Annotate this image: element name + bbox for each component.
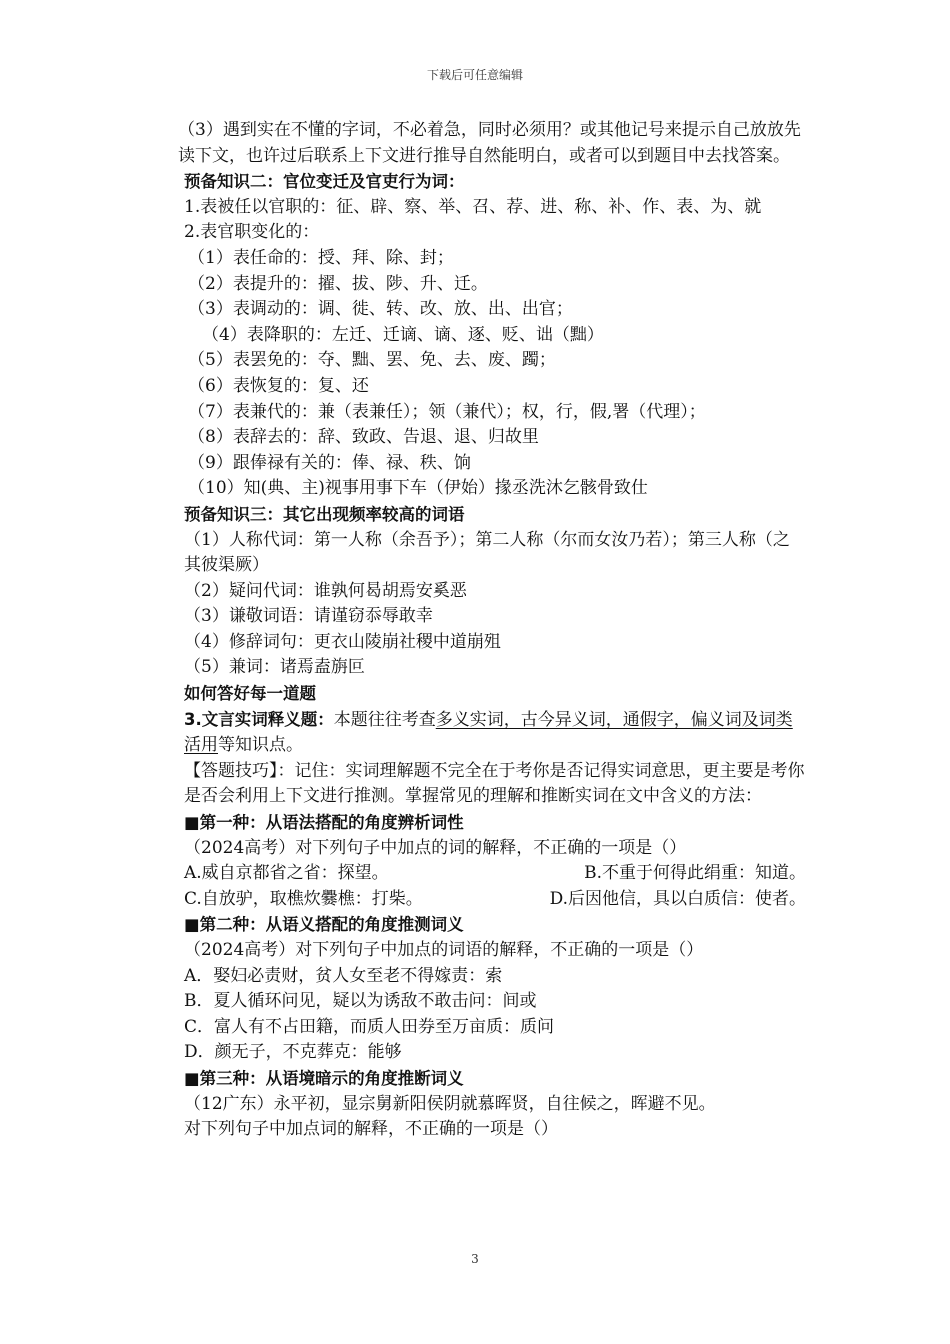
document-body <box>144 118 806 1143</box>
option-a: A．娶妇必责财，贫人女至老不得嫁责：索 <box>184 965 503 986</box>
list-item: （2）表提升的：擢、拔、陟、升、迁。 <box>188 273 488 294</box>
option-d: D.后因他信，具以白质信：使者。 <box>549 888 806 909</box>
method-2-question: （2024高考）对下列句子中加点的词语的解释，不正确的一项是（） <box>184 940 704 960</box>
option-row <box>144 861 806 887</box>
method-3-passage: （12广东）永平初，显宗舅新阳侯阴就慕晖贤，自往候之，晖避不见。 <box>184 1093 716 1114</box>
list-item: （10）知(典、主)视事用事下车（伊始）掾丞洗沐乞骸骨致仕 <box>188 478 648 499</box>
page-number: 3 <box>471 1252 479 1266</box>
list-item: （1）表任命的：授、拜、除、封； <box>188 247 454 268</box>
method-heading-3: ■第三种：从语境暗示的角度推断词义 <box>184 1068 464 1088</box>
list-item: （8）表辞去的：辞、致政、告退、退、归故里 <box>188 427 539 448</box>
list-item: （2）疑问代词：谁孰何曷胡焉安奚恶 <box>184 580 467 601</box>
question-3-underlined: 多义实词，古今异义词，通假字，偏义词及词类活用 <box>184 709 793 756</box>
question-3-title: 3.文言实词释义题： <box>184 709 334 729</box>
section-heading: 如何答好每一道题 <box>184 684 316 704</box>
method-1-question: （2024高考）对下列句子中加点的词的解释，不正确的一项是（） <box>184 837 687 858</box>
section-heading: 预备知识二：官位变迁及官吏行为词： <box>184 172 465 192</box>
page-header: 下载后可任意编辑 <box>426 68 523 82</box>
paragraph: （3）遇到实在不懂的字词，不必着急，同时必须用？或其他记号来提示自己放放先读下文，也许过后联系上下文进行推导自然能明白，或者可以到题目中去找答案。 <box>178 120 801 166</box>
option-row <box>144 887 806 913</box>
list-item: （5）兼词：诸焉盍旃叵 <box>184 657 365 678</box>
question-3 <box>144 707 806 759</box>
list-item: （9）跟俸禄有关的：俸、禄、秩、饷 <box>188 452 471 473</box>
list-item: （5）表罢免的：夺、黜、罢、免、去、废、躅； <box>188 350 556 371</box>
method-3-question: 对下列句子中加点词的解释，不正确的一项是（） <box>184 1119 558 1140</box>
list-item: （7）表兼代的：兼（表兼任）；领（兼代）；权，行，假,署（代理）； <box>188 401 706 422</box>
list-item: （4）修辞词句：更衣山陵崩社稷中道崩殂 <box>184 631 501 652</box>
paragraph: 1.表被任以官职的：征、辟、察、举、召、荐、进、称、补、作、表、为、就 <box>184 196 762 217</box>
paragraph: 2.表官职变化的： <box>184 222 320 243</box>
option-b: B.不重于何得此绢重：知道。 <box>584 863 806 884</box>
section-heading: 预备知识三：其它出现频率较高的词语 <box>184 504 465 524</box>
option-d: D．颜无子，不克葬克：能够 <box>184 1042 402 1063</box>
method-heading-2: ■第二种：从语义搭配的角度推测词义 <box>184 915 464 935</box>
list-item: （1）人称代词：第一人称（余吾予）；第二人称（尔而女汝乃若）；第三人称（之其彼渠厥） <box>184 529 790 576</box>
answer-tip: 【答题技巧】：记住：实词理解题不完全在于考你是否记得实词意思，更主要是考你是否会利用上下文进行推测。掌握常见的理解和推断实词在文中含义的方法： <box>184 760 805 807</box>
option-c: C.自放驴，取樵炊爨樵：打柴。 <box>184 888 423 909</box>
option-a: A.威自京都省之省：探望。 <box>184 863 389 884</box>
option-c: C．富人有不占田籍，而质人田券至万亩质：质问 <box>184 1016 555 1037</box>
list-item: （6）表恢复的：复、还 <box>188 375 369 396</box>
option-b: B．夏人循环问见，疑以为诱敌不敢击问：间或 <box>184 991 537 1012</box>
method-heading-1: ■第一种：从语法搭配的角度辨析词性 <box>184 813 464 833</box>
list-item: （3）表调动的：调、徙、转、改、放、出、出官； <box>188 299 573 320</box>
list-item: （4）表降职的：左迁、迁谪、谪、逐、贬、诎（黜） <box>202 324 604 345</box>
question-3-text: 本题往往考查 <box>333 709 436 730</box>
question-3-text-end: 等知识点。 <box>218 735 303 756</box>
list-item: （3）谦敬词语：请谨窃忝辱敢幸 <box>184 606 433 627</box>
